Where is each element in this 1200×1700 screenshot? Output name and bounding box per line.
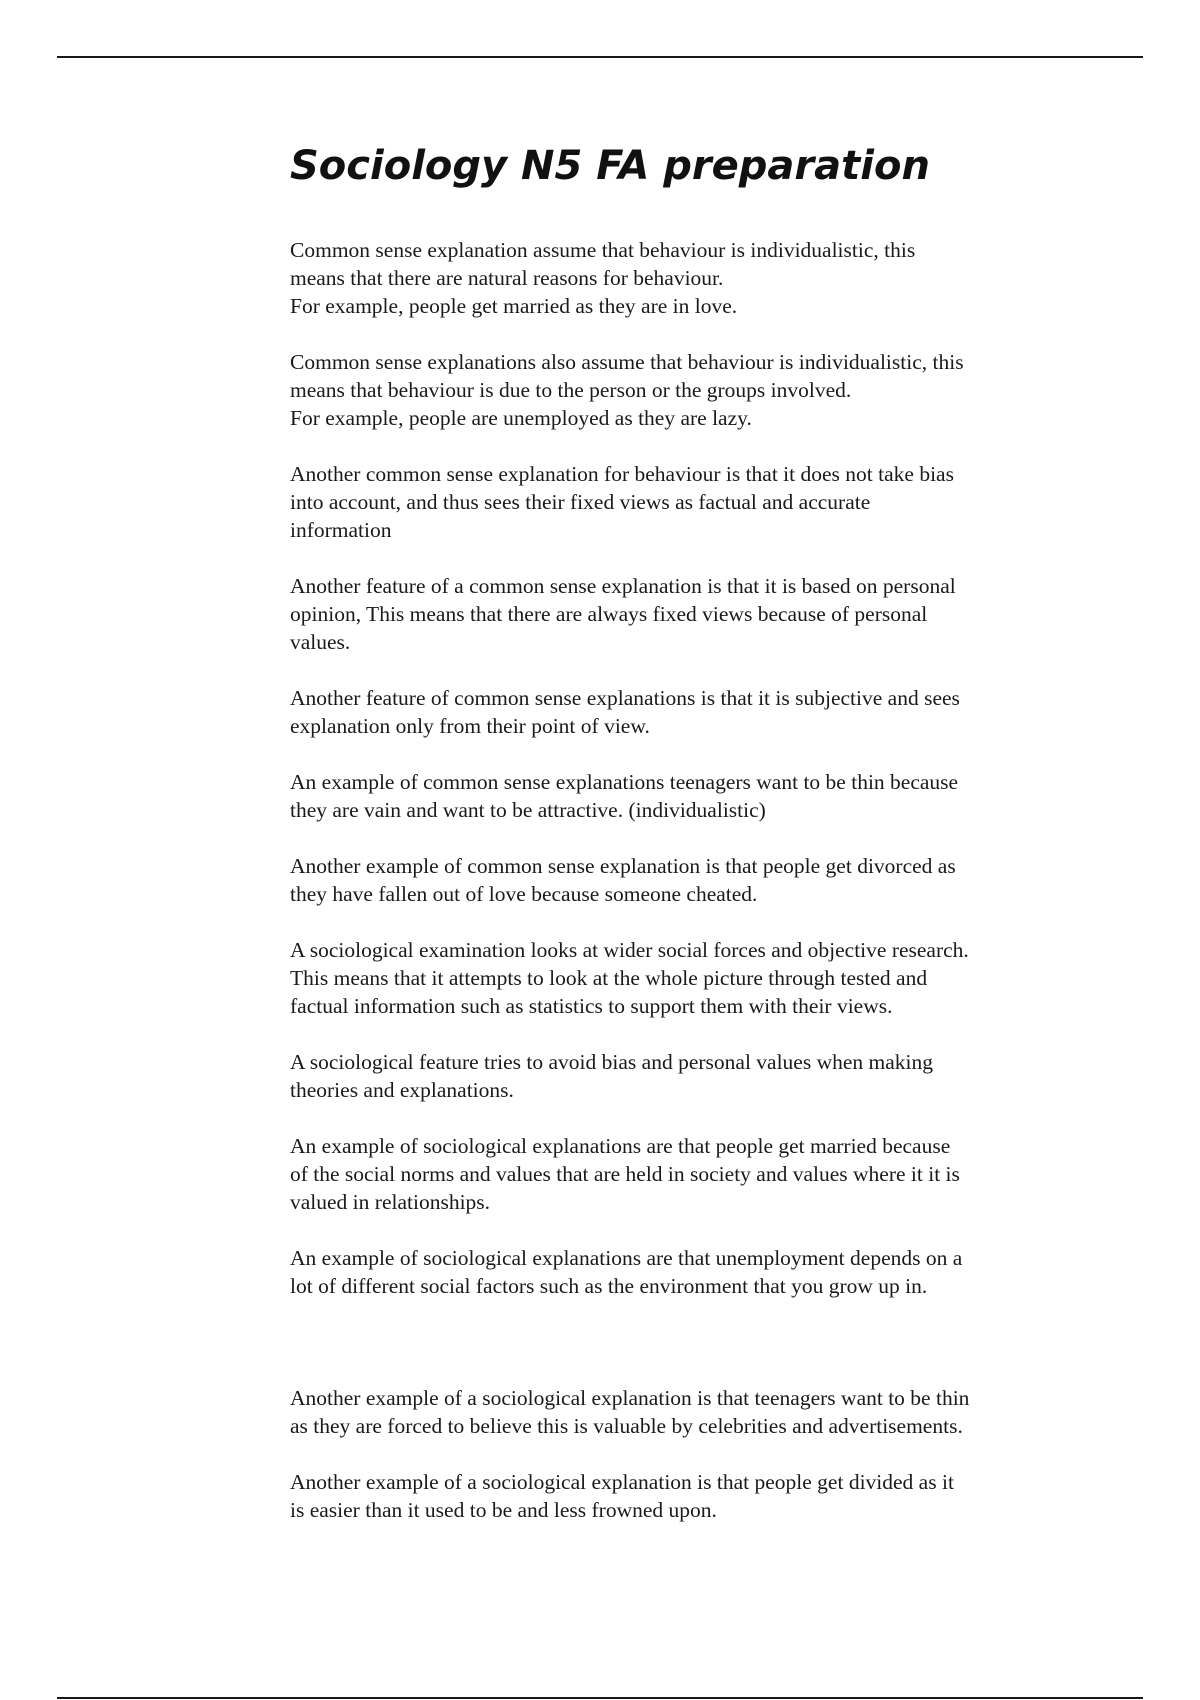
paragraph-6 [290, 768, 1070, 824]
text-line: into account, and thus sees their fixed views as factual and accurate [290, 490, 871, 514]
paragraph-2 [290, 348, 1070, 432]
document-body [290, 140, 1070, 1552]
text-line: Another example of a sociological explanation is that people get divided as it [290, 1470, 954, 1494]
text-line: they have fallen out of love because someone cheated. [290, 882, 758, 906]
text-line: explanation only from their point of view. [290, 714, 650, 738]
paragraph-10 [290, 1132, 1070, 1216]
paragraph-1 [290, 236, 1070, 320]
paragraph-13 [290, 1468, 1070, 1524]
text-line: Common sense explanations also assume that behaviour is individualistic, this [290, 350, 964, 374]
text-line: An example of sociological explanations are that people get married because [290, 1134, 951, 1158]
text-line: theories and explanations. [290, 1078, 514, 1102]
text-line: means that there are natural reasons for behaviour. [290, 266, 724, 290]
text-line: A sociological examination looks at wider social forces and objective research. [290, 938, 969, 962]
paragraph-8 [290, 936, 1070, 1020]
text-line: Common sense explanation assume that behaviour is individualistic, this [290, 238, 916, 262]
page-title: Sociology N5 FA preparation [290, 143, 930, 189]
text-line: This means that it attempts to look at the whole picture through tested and [290, 966, 928, 990]
header-rule [57, 56, 1143, 58]
text-line: For example, people are unemployed as they are lazy. [290, 406, 752, 430]
text-line: An example of sociological explanations are that unemployment depends on a [290, 1246, 963, 1270]
text-line: of the social norms and values that are held in society and values where it it is [290, 1162, 960, 1186]
footer-rule [57, 1697, 1143, 1699]
text-line: is easier than it used to be and less frowned upon. [290, 1498, 717, 1522]
text-line: Another common sense explanation for behaviour is that it does not take bias [290, 462, 954, 486]
paragraph-5 [290, 684, 1070, 740]
paragraph-12 [290, 1384, 1070, 1440]
text-line: factual information such as statistics to support them with their views. [290, 994, 893, 1018]
text-line: Another example of a sociological explanation is that teenagers want to be thin [290, 1386, 970, 1410]
text-line: means that behaviour is due to the person or the groups involved. [290, 378, 852, 402]
paragraph-9 [290, 1048, 1070, 1104]
text-line: Another feature of a common sense explanation is that it is based on personal [290, 574, 956, 598]
paragraph-3 [290, 460, 1070, 544]
paragraph-11 [290, 1244, 1070, 1300]
text-line: lot of different social factors such as the environment that you grow up in. [290, 1274, 928, 1298]
text-line: Another example of common sense explanation is that people get divorced as [290, 854, 956, 878]
text-line: An example of common sense explanations teenagers want to be thin because [290, 770, 959, 794]
text-line: A sociological feature tries to avoid bias and personal values when making [290, 1050, 934, 1074]
text-line: For example, people get married as they are in love. [290, 294, 738, 318]
text-line: they are vain and want to be attractive. (individualistic) [290, 798, 766, 822]
paragraph-7 [290, 852, 1070, 908]
text-line: as they are forced to believe this is valuable by celebrities and advertisements. [290, 1414, 963, 1438]
text-line: information [290, 518, 392, 542]
paragraph-4 [290, 572, 1070, 656]
text-line: valued in relationships. [290, 1190, 491, 1214]
text-line: Another feature of common sense explanations is that it is subjective and sees [290, 686, 960, 710]
text-line: opinion, This means that there are always fixed views because of personal [290, 602, 928, 626]
text-line: values. [290, 630, 351, 654]
